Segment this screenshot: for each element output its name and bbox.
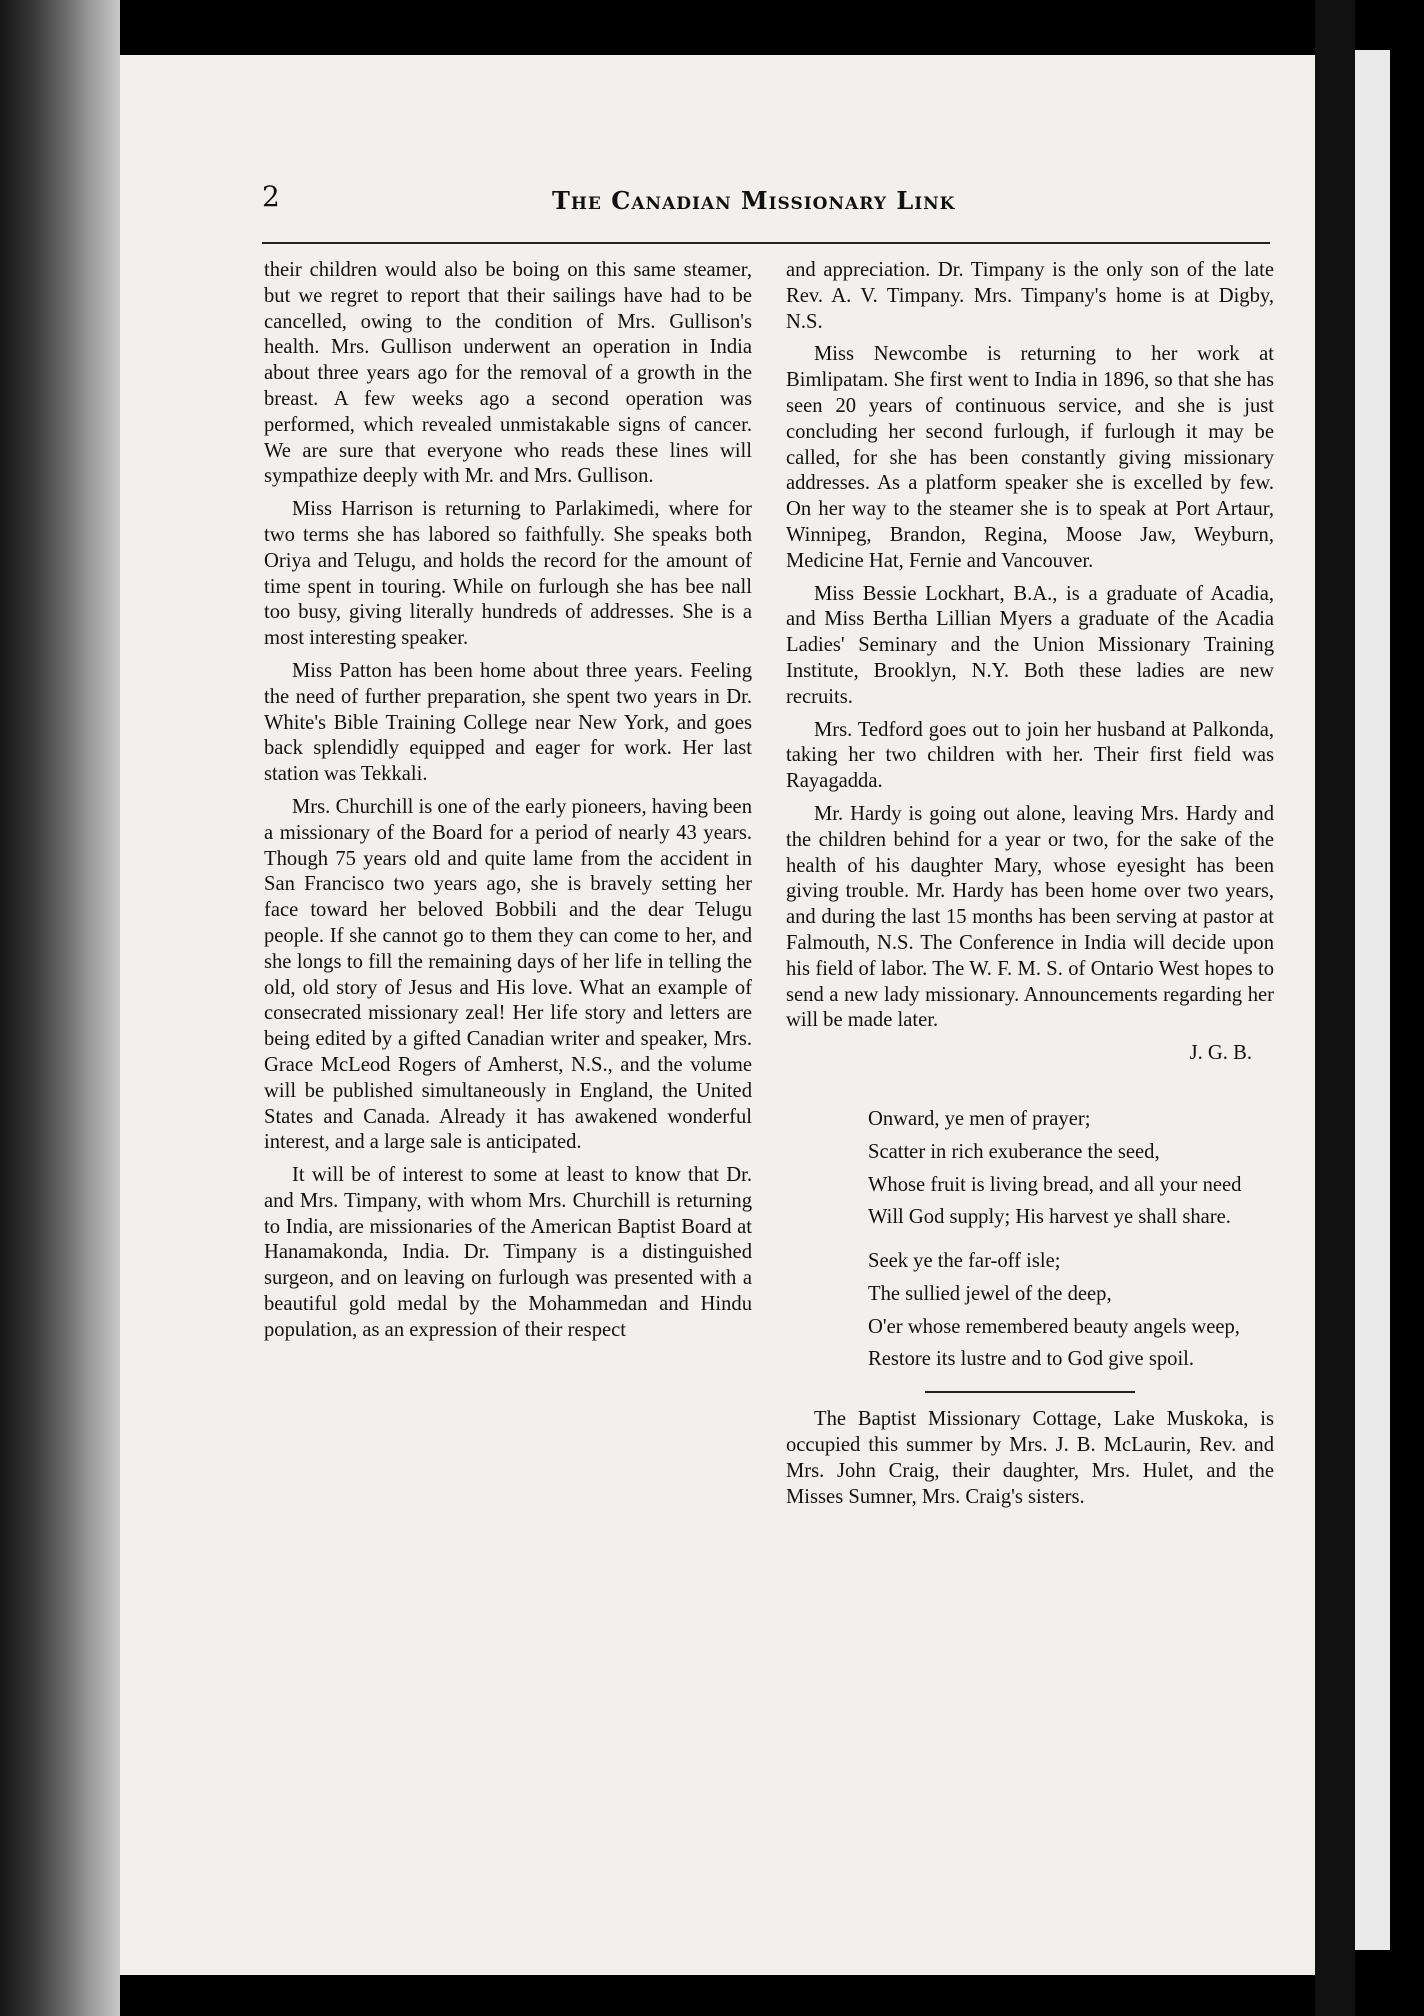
page-header — [262, 180, 1272, 220]
section-divider — [925, 1391, 1135, 1393]
poem-line: The sullied jewel of the deep, — [868, 1282, 1112, 1305]
paragraph: The Baptist Missionary Cottage, Lake Muskoka, is occupied this summer by Mrs. J. B. McLaurin, Rev. and Mrs. John Craig, their daughter, Mrs. Hulet, and the Misses Sumner, Mrs. Craig's sisters. — [786, 1408, 1274, 1508]
book-gutter-right — [1315, 0, 1355, 2016]
poem-stanza — [786, 1249, 1274, 1373]
header-rule — [262, 242, 1270, 244]
paragraph: Miss Newcombe is returning to her work at Bimlipatam. She first went to India in 1896, so that she has seen 20 years of continuous service, and she is just concluding her second furlough, if furlough it may be called, for she has been constantly giving missionary addresses. As a platform speaker she is excelled by few. On her way to the steamer she is to speak at Port Artaur, Winnipeg, Brandon, Regina, Moose Jaw, Weyburn, Medicine Hat, Fernie and Vancouver. — [786, 343, 1274, 572]
next-page-edge — [1355, 50, 1390, 1950]
paragraph: Miss Bessie Lockhart, B.A., is a graduate of Acadia, and Miss Bertha Lillian Myers a graduate of the Acadia Ladies' Seminary and the Union Missionary Training Institute, Brooklyn, N.Y. Both these ladies are new recruits. — [786, 582, 1274, 708]
poem-line: Whose fruit is living bread, and all your need — [868, 1173, 1242, 1196]
poem-line: Will God supply; His harvest ye shall share. — [868, 1206, 1231, 1229]
left-column — [264, 258, 752, 1351]
paragraph: Miss Harrison is returning to Parlakimedi, where for two terms she has labored so faithfully. She speaks both Oriya and Telugu, and holds the record for the amount of time spent in touring. While on furlough she has bee nall too busy, giving literally hundreds of addresses. She is a most interesting speaker. — [264, 498, 752, 650]
poem-line: Scatter in rich exuberance the seed, — [868, 1140, 1160, 1163]
right-column — [786, 258, 1274, 1517]
poem — [786, 1107, 1274, 1373]
page-number: 2 — [262, 180, 280, 213]
paragraph: and appreciation. Dr. Timpany is the only son of the late Rev. A. V. Timpany. Mrs. Timpany's home is at Digby, N.S. — [786, 259, 1274, 333]
paragraph: It will be of interest to some at least to know that Dr. and Mrs. Timpany, with whom Mrs. Churchill is returning to India, are missionaries of the American Baptist Board at Hanamakonda, India. Dr. Timpany is a distinguished surgeon, and on leaving on furlough was presented with a beautiful gold medal by the Mohammedan and Hindu population, as an expression of their respect — [264, 1164, 752, 1341]
paragraph: Mrs. Tedford goes out to join her husband at Palkonda, taking her two children with her. Their first field was Rayagadda. — [786, 718, 1274, 793]
poem-line: O'er whose remembered beauty angels weep, — [868, 1315, 1240, 1338]
signature: J. G. B. — [1189, 1042, 1252, 1065]
running-title: The Canadian Missionary Link — [552, 186, 956, 215]
paragraph: Mr. Hardy is going out alone, leaving Mrs. Hardy and the children behind for a year or two, for the sake of the health of his daughter Mary, whose eyesight has been giving trouble. Mr. Hardy has been home over two years, and during the last 15 months has been serving at pastor at Falmouth, N.S. The Conference in India will decide upon his field of labor. The W. F. M. S. of Ontario West hopes to send a new lady missionary. Announcements regarding her will be made later. — [786, 802, 1274, 1032]
book-binding-left — [0, 0, 120, 2016]
poem-stanza — [786, 1107, 1274, 1231]
paragraph: their children would also be boing on this same steamer, but we regret to report that their sailings have had to be cancelled, owing to the condition of Mrs. Gullison's health. Mrs. Gullison underwent an operation in India about three years ago for the removal of a growth in the breast. A few weeks ago a second operation was performed, which revealed unmistakable signs of cancer. We are sure that everyone who reads these lines will sympathize deeply with Mr. and Mrs. Gullison. — [264, 259, 752, 488]
paragraph: Miss Patton has been home about three years. Feeling the need of further preparation, she spent two years in Dr. White's Bible Training College near New York, and goes back splendidly equipped and eager for work. Her last station was Tekkali. — [264, 659, 752, 786]
paragraph: Mrs. Churchill is one of the early pioneers, having been a missionary of the Board for a period of nearly 43 years. Though 75 years old and quite lame from the accident in San Francisco two years ago, she is bravely setting her face toward her beloved Bobbili and the dear Telugu people. If she cannot go to them they can come to her, and she longs to fill the remaining days of her life in telling the old, old story of Jesus and His love. What an example of consecrated missionary zeal! Her life story and letters are being edited by a gifted Canadian writer and speaker, Mrs. Grace McLeod Rogers of Amherst, N.S., and the volume will be published simultaneously in England, the United States and Canada. Already it has awakened wonderful interest, and a large sale is anticipated. — [264, 795, 752, 1154]
poem-line: Restore its lustre and to God give spoil. — [868, 1348, 1195, 1371]
poem-line: Seek ye the far-off isle; — [868, 1250, 1061, 1273]
poem-line: Onward, ye men of prayer; — [868, 1107, 1091, 1130]
